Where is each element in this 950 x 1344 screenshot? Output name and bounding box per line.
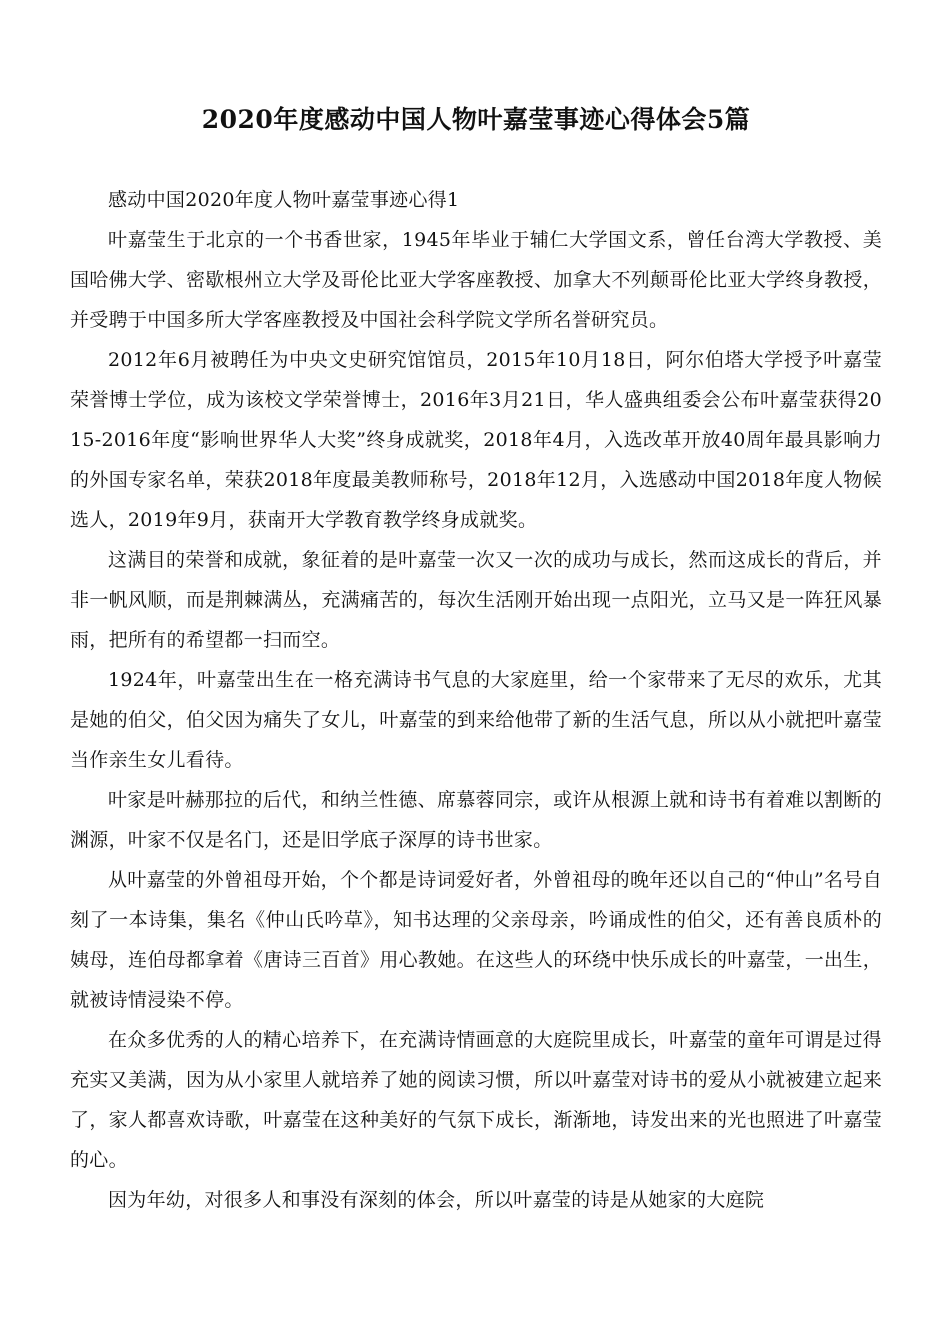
paragraph-4: 1924年，叶嘉莹出生在一格充满诗书气息的大家庭里，给一个家带来了无尽的欢乐，尤其是她的伯父，伯父因为痛失了女儿，叶嘉莹的到来给他带了新的生活气息，所以从小就把叶嘉莹当作亲生女儿看待。 bbox=[70, 669, 882, 771]
paragraph-3: 这满目的荣誉和成就，象征着的是叶嘉莹一次又一次的成功与成长，然而这成长的背后，并非一帆风顺，而是荆棘满丛，充满痛苦的，每次生活刚开始出现一点阳光，立马又是一阵狂风暴雨，把所有的希望都一扫而空。 bbox=[70, 549, 882, 651]
paragraph-6: 从叶嘉莹的外曾祖母开始，个个都是诗词爱好者，外曾祖母的晚年还以自己的“仲山”名号自刻了一本诗集，集名《仲山氏吟草》，知书达理的父亲母亲，吟诵成性的伯父，还有善良质朴的姨母，连伯母都拿着《唐诗三百首》用心教她。在这些人的环绕中快乐成长的叶嘉莹，一出生，就被诗情浸染不停。 bbox=[70, 869, 882, 1011]
document-title: 2020年度感动中国人物叶嘉莹事迹心得体会5篇 bbox=[201, 105, 751, 134]
paragraph-1: 叶嘉莹生于北京的一个书香世家，1945年毕业于辅仁大学国文系，曾任台湾大学教授、美国哈佛大学、密歇根州立大学及哥伦比亚大学客座教授、加拿大不列颠哥伦比亚大学终身教授，并受聘于中国多所大学客座教授及中国社会科学院文学所名誉研究员。 bbox=[70, 229, 882, 331]
paragraph-8: 因为年幼，对很多人和事没有深刻的体会，所以叶嘉莹的诗是从她家的大庭院 bbox=[108, 1189, 765, 1211]
paragraph-5: 叶家是叶赫那拉的后代，和纳兰性德、席慕蓉同宗，或许从根源上就和诗书有着难以割断的渊源，叶家不仅是名门，还是旧学底子深厚的诗书世家。 bbox=[70, 789, 882, 851]
section-heading: 感动中国2020年度人物叶嘉莹事迹心得1 bbox=[108, 189, 460, 211]
paragraph-2: 2012年6月被聘任为中央文史研究馆馆员，2015年10月18日，阿尔伯塔大学授予叶嘉莹荣誉博士学位，成为该校文学荣誉博士，2016年3月21日，华人盛典组委会公布叶嘉莹获得2015-2016年度“影响世界华人大奖”终身成就奖，2018年4月，入选改革开放40周年最具影响力的外国专家名单，荣获2018年度最美教师称号，2018年12月，入选感动中国2018年度人物候选人，2019年9月，获南开大学教育教学终身成就奖。 bbox=[70, 349, 882, 531]
document-body bbox=[70, 180, 882, 1220]
paragraph-7: 在众多优秀的人的精心培养下，在充满诗情画意的大庭院里成长，叶嘉莹的童年可谓是过得充实又美满，因为从小家里人就培养了她的阅读习惯，所以叶嘉莹对诗书的爱从小就被建立起来了，家人都喜欢诗歌，叶嘉莹在这种美好的气氛下成长，渐渐地，诗发出来的光也照进了叶嘉莹的心。 bbox=[70, 1029, 882, 1171]
